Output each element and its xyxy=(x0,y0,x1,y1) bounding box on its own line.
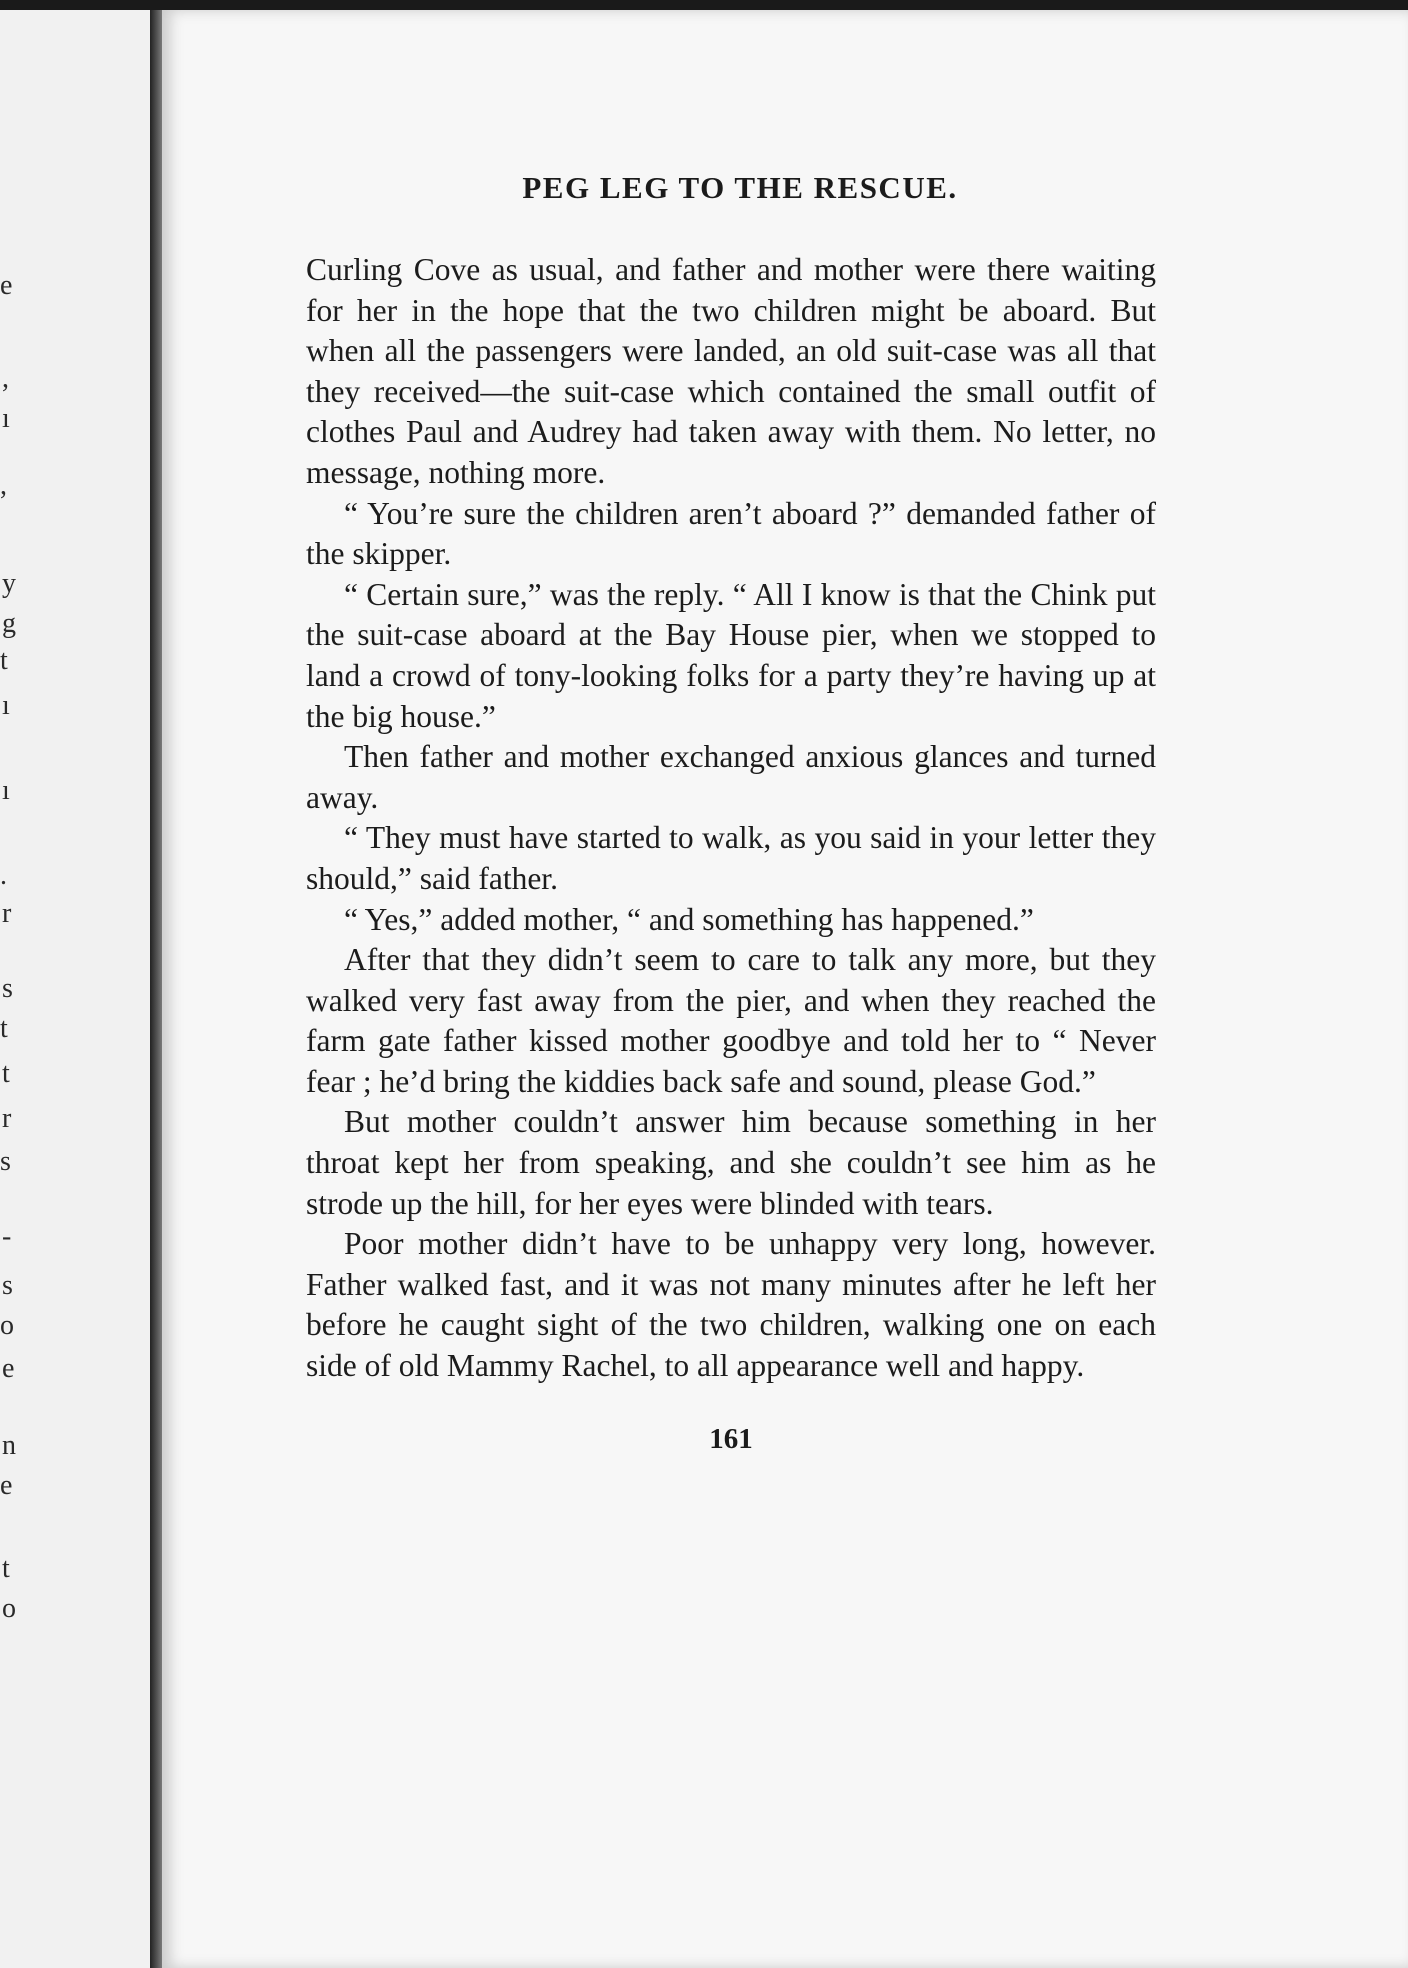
previous-page-fragment: , xyxy=(2,363,9,394)
previous-page-fragment: ı xyxy=(2,775,10,806)
previous-page-fragment: ı xyxy=(2,403,10,434)
paragraph: “ They must have started to walk, as you said in your letter they should,” said father. xyxy=(306,820,1156,896)
scan-top-border xyxy=(0,0,1408,10)
previous-page-fragment: r xyxy=(2,1103,12,1134)
previous-page-fragment: o xyxy=(0,1310,14,1341)
paragraph: “ Certain sure,” was the reply. “ All I know is that the Chink put the suit-case aboard at the Bay House pier, when we stopped to land a crowd of tony-looking folks for a party they’re having up at the big house.” xyxy=(306,576,1156,734)
previous-page-fragment: s xyxy=(2,973,13,1004)
previous-page-fragment: r xyxy=(2,898,12,929)
book-gutter xyxy=(150,10,162,1968)
previous-page-fragment: e xyxy=(0,270,13,301)
previous-page-fragment: . xyxy=(0,860,7,891)
page-text-block xyxy=(306,170,1156,1456)
running-head: PEG LEG TO THE RESCUE. xyxy=(522,170,958,205)
book-page xyxy=(162,10,1408,1968)
body-text xyxy=(306,250,1156,1387)
previous-page-fragment: t xyxy=(0,1013,8,1044)
paragraph: Curling Cove as usual, and father and mother were there waiting for her in the hope that the two children might be aboard. But when all the passengers were landed, an old suit-case was all that they received—the suit-case which contained the small outfit of clothes Paul and Audrey had taken away with them. No letter, no message, nothing more. xyxy=(306,252,1156,490)
previous-page-fragment: e xyxy=(0,1470,13,1501)
previous-page-fragment: o xyxy=(2,1593,16,1624)
paragraph: “ You’re sure the children aren’t aboard ?” demanded father of the skipper. xyxy=(306,495,1156,572)
paragraph: After that they didn’t seem to care to talk any more, but they walked very fast away from the pier, and when they reached the farm gate father kissed mother goodbye and told her to “ Never fear ; he’d bring the kiddies back safe and sound, please God.” xyxy=(306,942,1156,1099)
previous-page-fragment: t xyxy=(2,1058,10,1089)
paragraph: “ Yes,” added mother, “ and something has happened.” xyxy=(344,901,1034,937)
paragraph: Poor mother didn’t have to be unhappy very long, however. Father walked fast, and it was not many minutes after he left her before he caught sight of the two children, walking one on each side of old Mammy Rachel, to all appearance well and happy. xyxy=(306,1226,1156,1384)
previous-page-fragment: n xyxy=(2,1430,16,1461)
previous-page-fragment: y xyxy=(2,568,16,599)
previous-page-fragments xyxy=(0,10,150,1968)
previous-page-fragment: t xyxy=(0,645,8,676)
previous-page-edge xyxy=(0,10,150,1968)
previous-page-fragment: ı xyxy=(2,690,10,721)
previous-page-fragment: t xyxy=(2,1553,10,1584)
previous-page-fragment: , xyxy=(0,470,7,501)
previous-page-fragment: - xyxy=(2,1221,12,1252)
previous-page-fragment: e xyxy=(2,1353,15,1384)
previous-page-fragment: s xyxy=(0,1146,11,1177)
paragraph: But mother couldn’t answer him because something in her throat kept her from speaking, and she couldn’t see him as he strode up the hill, for her eyes were blinded with tears. xyxy=(306,1104,1156,1221)
previous-page-fragment: s xyxy=(2,1270,13,1301)
page-number: 161 xyxy=(709,1422,753,1455)
paragraph: Then father and mother exchanged anxious glances and turned away. xyxy=(306,739,1156,815)
previous-page-fragment: g xyxy=(2,608,16,639)
